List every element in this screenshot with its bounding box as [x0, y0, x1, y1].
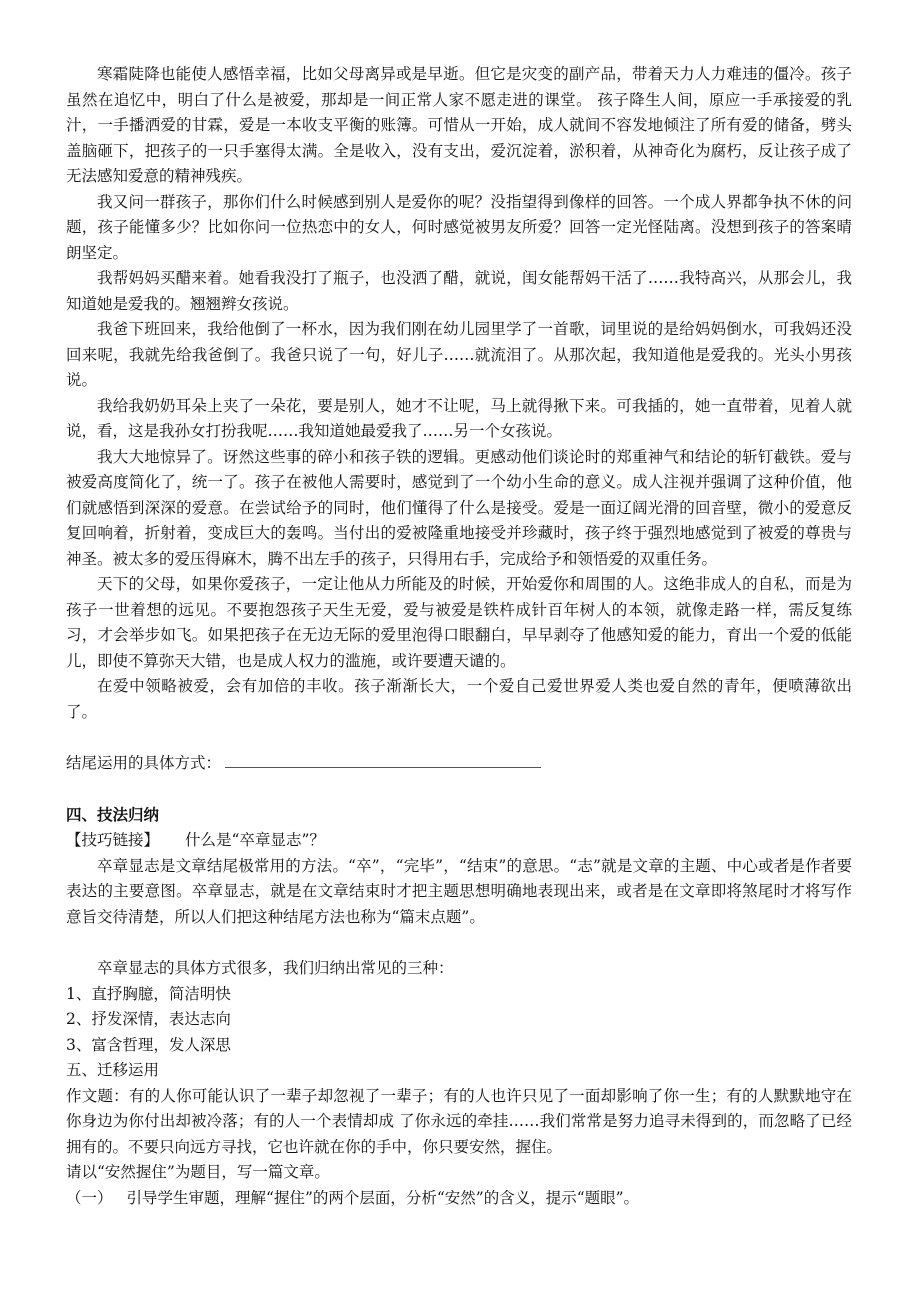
tip-line	[66, 828, 852, 854]
passage-paragraph: 我爸下班回来，我给他倒了一杯水，因为我们刚在幼儿园里学了一首歌，词里说的是给妈妈倒水，可我妈还没回来呢，我就先给我爸倒了。我爸只说了一句，好儿子……就流泪了。从那次起，我知道他是爱我的。光头小男孩说。	[66, 320, 852, 389]
question-label: 结尾运用的具体方式：	[66, 754, 222, 772]
passage-paragraph: 我帮妈妈买醋来着。她看我没打了瓶子，也没洒了醋，就说，闺女能帮妈干活了……我特高兴，从那会儿，我知道她是爱我的。翘翘辫女孩说。	[66, 269, 852, 313]
methods-intro: 卒章显志的具体方式很多，我们归纳出常见的三种：	[97, 959, 454, 977]
step-text: 引导学生审题，理解“握住”的两个层面，分析“安然”的含义，提示“题眼”。	[126, 1188, 640, 1207]
essay-task: 请以“安然握住”为题目，写一篇文章。	[66, 1163, 330, 1181]
passage-paragraph: 寒霜陡降也能使人感悟幸福，比如父母离异或是早逝。但它是灾变的副产品，带着天力人力难违的僵冷。孩子虽然在追忆中，明白了什么是被爱，那却是一间正常人家不愿走进的课堂。 孩子降生人间，原应一手承接爱的乳汁，一手播洒爱的甘霖，爱是一本收支平衡的账簿。可惜从一开始，成人就间不容发地倾注了所有爱的储备，劈头盖脑砸下，把孩子的一只手塞得太满。全是收入，没有支出，爱沉淀着，淤积着，从神奇化为腐朽，反让孩子成了无法感知爱意的精神残疾。	[66, 65, 852, 185]
passage-paragraph: 天下的父母，如果你爱孩子，一定让他从力所能及的时候，开始爱你和周围的人。这绝非成人的自私，而是为孩子一世着想的远见。不要抱怨孩子天生无爱，爱与被爱是铁杵成针百年树人的本领，就像走路一样，需反复练习，才会举步如飞。如果把孩子在无边无际的爱里泡得口眼翻白，早早剥夺了他感知爱的能力，育出一个爱的低能儿，即使不算弥天大错，也是成人权力的滥施，或许要遭天谴的。	[66, 575, 852, 670]
guidance-step	[66, 1186, 852, 1212]
method-item: 3、富含哲理，发人深思	[66, 1035, 231, 1054]
passage-paragraph: 我又问一群孩子，那你们什么时候感到别人是爱你的呢？没指望得到像样的回答。一个成人界都争执不休的问题，孩子能懂多少？比如你问一位热恋中的女人，何时感觉被男友所爱？回答一定光怪陆离。没想到孩子的答案晴朗坚定。	[66, 192, 852, 262]
tip-label: 【技巧链接】	[66, 831, 160, 849]
document-body	[66, 62, 852, 1211]
passage-paragraph: 我给我奶奶耳朵上夹了一朵花，要是别人，她才不让呢，马上就得揪下来。可我插的，她一直带着，见着人就说，看，这是我孙女打扮我呢……我知道她最爱我了……另一个女孩说。	[66, 396, 852, 440]
tip-question: 什么是“卒章显志”？	[185, 831, 325, 849]
question-line	[66, 751, 852, 777]
method-item: 1、直抒胸臆，简洁明快	[66, 984, 231, 1003]
section-5-title: 五、迁移运用	[66, 1061, 160, 1079]
passage-paragraph: 在爱中领略被爱，会有加倍的丰收。孩子渐渐长大，一个爱自己爱世界爱人类也爱自然的青年，便喷薄欲出了。	[66, 677, 852, 721]
step-number: （一）	[66, 1188, 113, 1207]
technique-explanation: 卒章显志是文章结尾极常用的方法。“卒”，“完毕”，“结束”的意思。“志”就是文章的主题、中心或者是作者要表达的主要意图。卒章显志，就是在文章结束时才把主题思想明确地表现出来，或者是在文章即将煞尾时才将写作意旨交待清楚，所以人们把这种结尾方法也称为“篇末点题”。	[66, 856, 852, 926]
answer-blank[interactable]	[225, 751, 541, 768]
essay-prompt: 作文题：有的人你可能认识了一辈子却忽视了一辈子；有的人也许只见了一面却影响了你一生；有的人默默地守在你身边为你付出却被冷落；有的人一个表情却成 了你永远的牵挂……我们常常是努力追寻未得到的，而忽略了已经拥有的。不要只向远方寻找，它也许就在你的手中，你只要安然，握住。	[66, 1086, 852, 1156]
method-item: 2、抒发深情，表达志向	[66, 1010, 231, 1028]
section-4-title: 四、技法归纳	[66, 805, 160, 824]
passage-paragraph: 我大大地惊异了。讶然这些事的碎小和孩子铁的逻辑。更感动他们谈论时的郑重神气和结论的斩钉截铁。爱与被爱高度简化了，统一了。孩子在被他人需要时，感觉到了一个幼小生命的意义。成人注视并强调了这种价值，他们就感悟到深深的爱意。在尝试给予的同时，他们懂得了什么是接受。爱是一面辽阔光滑的回音壁，微小的爱意反复回响着，折射着，变成巨大的轰鸣。当付出的爱被隆重地接受并珍藏时，孩子终于强烈地感觉到了被爱的尊贵与神圣。被太多的爱压得麻木，腾不出左手的孩子，只得用右手，完成给予和领悟爱的双重任务。	[66, 447, 852, 568]
